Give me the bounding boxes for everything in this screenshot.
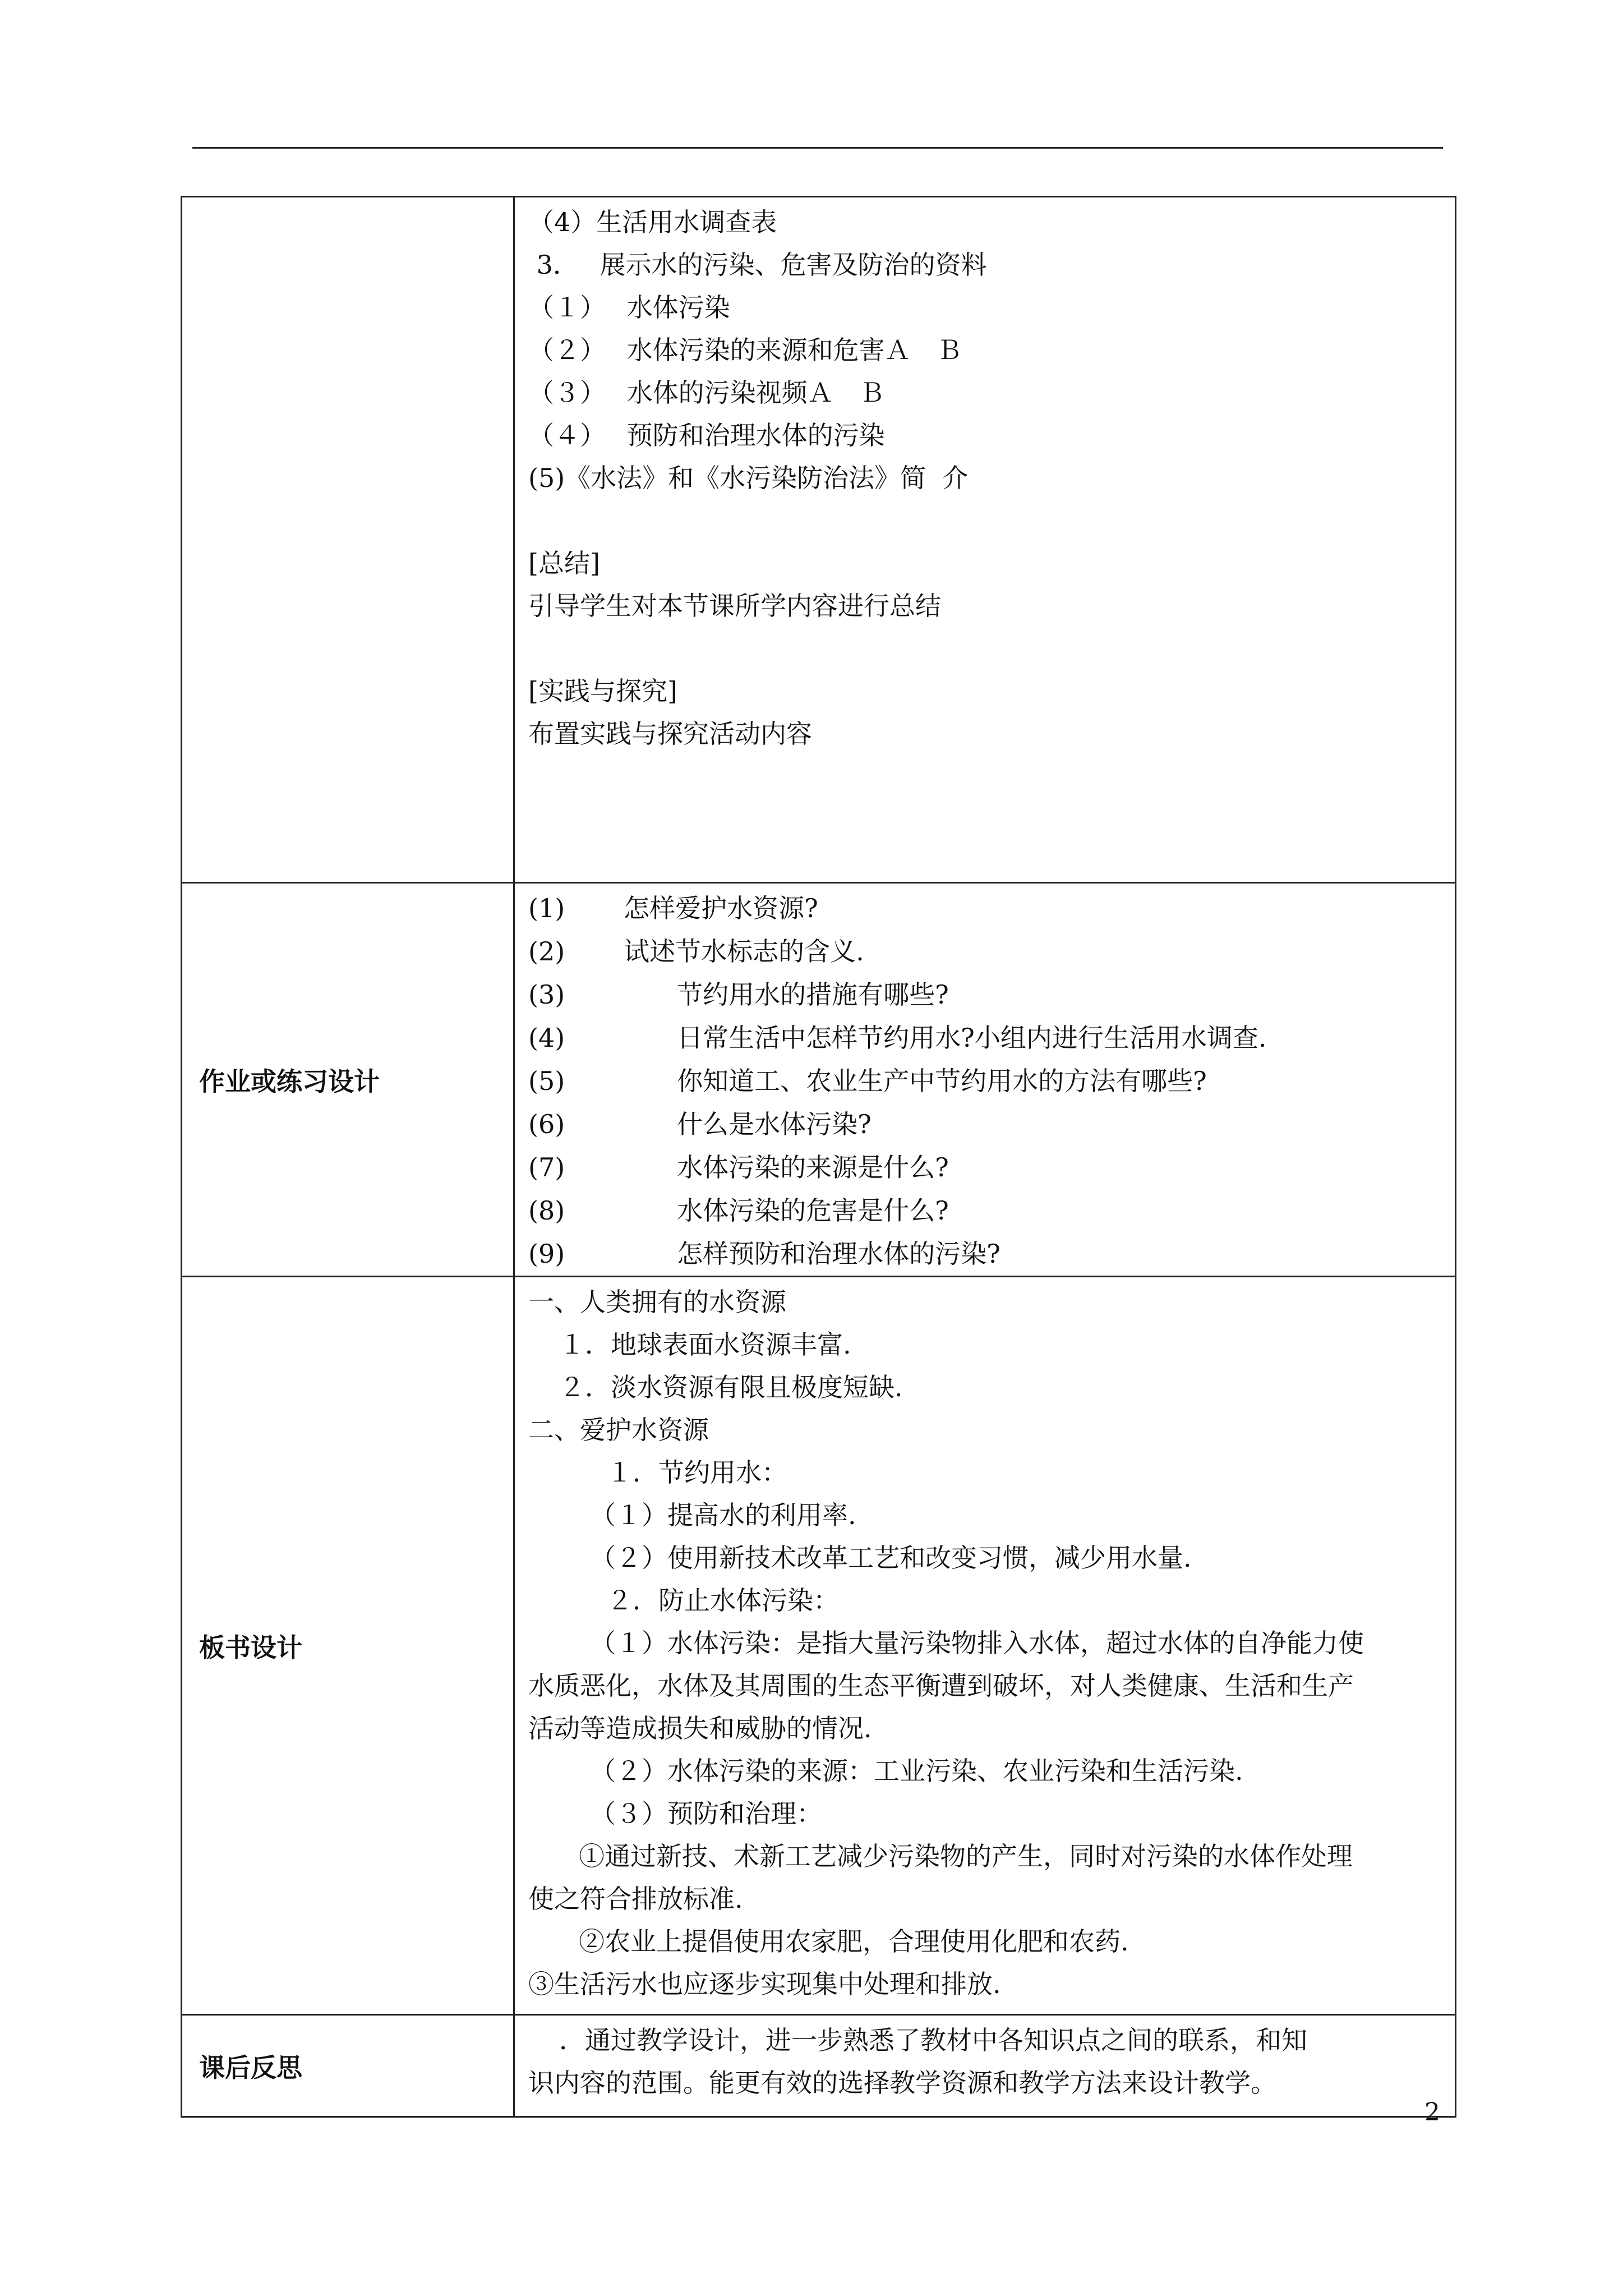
page-number: 2 — [1424, 2098, 1440, 2127]
board-line: 二、爱护水资源 — [528, 1415, 709, 1445]
board-line: ①通过新技、术新工艺减少污染物的产生，同时对污染的水体作处理 — [579, 1841, 1353, 1871]
board-line: ２．防止水体污染： — [607, 1585, 839, 1616]
row-label-cell — [182, 1277, 514, 2015]
row-label-cell — [182, 2015, 514, 2117]
content-line: 3． 展示水的污染、危害及防治的资料 — [528, 250, 987, 280]
board-line: （１）水体污染：是指大量污染物排入水体，超过水体的自净能力使 — [590, 1628, 1364, 1658]
summary-heading: [总结] — [528, 548, 600, 578]
board-line: （１）提高水的利用率. — [590, 1500, 856, 1530]
content-line: （２） 水体污染的来源和危害Ａ Ｂ — [528, 335, 962, 365]
reflection-content-cell — [514, 2015, 1456, 2117]
board-line: 活动等造成损失和威胁的情况. — [528, 1713, 872, 1743]
process-content-cell — [514, 197, 1456, 883]
board-line: 使之符合排放标准. — [528, 1884, 743, 1914]
summary-text: 引导学生对本节课所学内容进行总结 — [528, 591, 941, 621]
content-line: （４） 预防和治理水体的污染 — [528, 420, 885, 450]
board-line: 一、人类拥有的水资源 — [528, 1287, 786, 1317]
lesson-plan-table — [181, 196, 1456, 2118]
board-line: １．节约用水： — [607, 1457, 787, 1488]
list-item: (3) 节约用水的措施有哪些? — [528, 979, 949, 1010]
content-line: （4）生活用水调查表 — [528, 207, 777, 237]
homework-content-cell — [514, 883, 1456, 1277]
header-rule — [192, 147, 1443, 149]
row-label-cell — [182, 883, 514, 1277]
list-item: (2) 试述节水标志的含义. — [528, 936, 864, 967]
reflection-line: 识内容的范围。能更有效的选择教学资源和教学方法来设计教学。 — [528, 2068, 1276, 2098]
list-item: (6) 什么是水体污染? — [528, 1109, 872, 1139]
board-line: 水质恶化，水体及其周围的生态平衡遭到破坏，对人类健康、生活和生产 — [528, 1671, 1354, 1701]
reflection-label: 课后反思 — [199, 2052, 302, 2083]
list-item: (5) 你知道工、农业生产中节约用水的方法有哪些? — [528, 1066, 1207, 1096]
board-line: ２．淡水资源有限且极度短缺. — [559, 1372, 903, 1402]
board-line: １．地球表面水资源丰富. — [559, 1329, 851, 1360]
board-design-content-cell — [514, 1277, 1456, 2015]
homework-label: 作业或练习设计 — [199, 1066, 380, 1097]
content-line: （１） 水体污染 — [528, 292, 730, 323]
practice-heading: [实践与探究] — [528, 676, 677, 706]
table-row — [182, 197, 1456, 883]
board-design-label: 板书设计 — [199, 1632, 302, 1663]
table-row — [182, 883, 1456, 1277]
list-item: (7) 水体污染的来源是什么? — [528, 1152, 949, 1182]
board-line: （２）使用新技术改革工艺和改变习惯，减少用水量. — [590, 1543, 1192, 1573]
list-item: (9) 怎样预防和治理水体的污染? — [528, 1239, 1000, 1269]
list-item: (4) 日常生活中怎样节约用水?小组内进行生活用水调查. — [528, 1023, 1267, 1053]
reflection-line: ．通过教学设计，进一步熟悉了教材中各知识点之间的联系，和知 — [559, 2025, 1307, 2055]
board-line: ③生活污水也应逐步实现集中处理和排放. — [528, 1969, 1001, 1999]
board-line: （３）预防和治理： — [590, 1798, 822, 1829]
content-line: （３） 水体的污染视频Ａ Ｂ — [528, 378, 885, 408]
list-item: (8) 水体污染的危害是什么? — [528, 1195, 949, 1226]
row-label-cell — [182, 197, 514, 883]
content-line: (5)《水法》和《水污染防治法》简 介 — [528, 463, 969, 493]
practice-text: 布置实践与探究活动内容 — [528, 719, 812, 749]
board-line: ②农业上提倡使用农家肥，合理使用化肥和农药. — [579, 1926, 1129, 1957]
board-line: （２）水体污染的来源：工业污染、农业污染和生活污染. — [590, 1756, 1243, 1786]
table-row — [182, 2015, 1456, 2117]
table-row — [182, 1277, 1456, 2015]
list-item: (1) 怎样爱护水资源? — [528, 893, 818, 923]
